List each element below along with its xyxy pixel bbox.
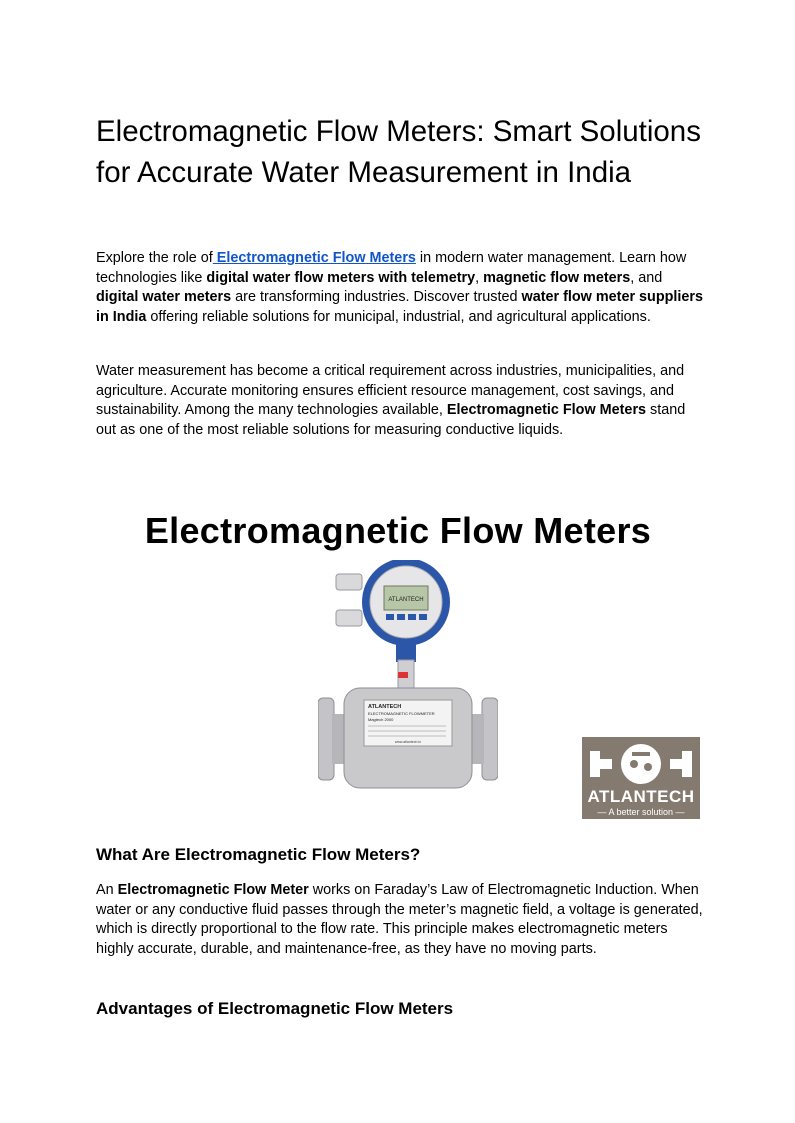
svg-text:ELECTROMAGNETIC FLOWMETER: ELECTROMAGNETIC FLOWMETER xyxy=(368,711,435,716)
intro-text: are transforming industries. Discover trusted xyxy=(231,289,522,306)
svg-text:ATLANTECH: ATLANTECH xyxy=(368,704,402,710)
display-text: ATLANTECH xyxy=(388,597,424,603)
page-title: Electromagnetic Flow Meters: Smart Solutions for Accurate Water Measurement in India xyxy=(96,115,701,189)
intro-bold: water flow meter suppliers in India xyxy=(96,289,704,325)
section-heading-what-are: What Are Electromagnetic Flow Meters? xyxy=(96,845,421,864)
definition-paragraph xyxy=(96,881,706,959)
logo-tagline: — A better solution — xyxy=(597,807,685,817)
intro-paragraph xyxy=(96,249,706,327)
logo-meter-icon xyxy=(582,737,700,787)
definition-text: An xyxy=(96,882,118,898)
intro-text: Explore the role of xyxy=(96,250,213,266)
flange-icon xyxy=(318,698,334,780)
cable-gland-icon xyxy=(336,574,362,590)
definition-bold: Electromagnetic Flow Meter xyxy=(117,882,309,898)
intro-text: , xyxy=(475,269,484,286)
atlantech-logo xyxy=(582,737,700,819)
banner-heading: Electromagnetic Flow Meters xyxy=(144,510,652,551)
intro-bold: magnetic flow meters xyxy=(483,269,631,286)
section-heading-advantages: Advantages of Electromagnetic Flow Meters xyxy=(96,999,454,1018)
context-bold: Electromagnetic Flow Meters xyxy=(446,402,647,419)
svg-text:www.atlantech.in: www.atlantech.in xyxy=(394,740,422,744)
intro-text: offering reliable solutions for municipal, industrial, and agricultural applications. xyxy=(146,308,651,325)
cable-gland-icon xyxy=(336,610,362,626)
definition-text: works on Faraday’s Law of Electromagnetic Induction. When water or any conductive fluid passes through the meter’s magnetic field, a voltage is generated, which is directly proportional to the flow rate. This principle makes electromagnetic meters highly accurate, durable, and maintenance-free, as they have no moving parts. xyxy=(96,882,703,957)
svg-text:Magtech 2000: Magtech 2000 xyxy=(368,717,394,722)
intro-bold: digital water meters xyxy=(96,289,232,306)
flow-meter-illustration xyxy=(318,560,498,792)
intro-text: in modern water management. Learn how technologies like xyxy=(96,250,687,286)
product-banner-image xyxy=(96,500,700,820)
context-text: stand out as one of the most reliable solutions for measuring conductive liquids. xyxy=(96,402,686,438)
logo-name: ATLANTECH xyxy=(587,787,695,806)
electromagnetic-flow-meters-link[interactable]: Electromagnetic Flow Meters xyxy=(212,250,416,266)
intro-bold: digital water flow meters with telemetry xyxy=(206,269,476,286)
intro-text: , and xyxy=(630,269,663,286)
context-paragraph xyxy=(96,362,706,440)
context-text: Water measurement has become a critical requirement across industries, municipalities, and agriculture. Accurate monitoring ensures efficient resource management, cost savings, and sustainability. Among the many technologies available, xyxy=(96,363,685,419)
flange-icon xyxy=(482,698,498,780)
